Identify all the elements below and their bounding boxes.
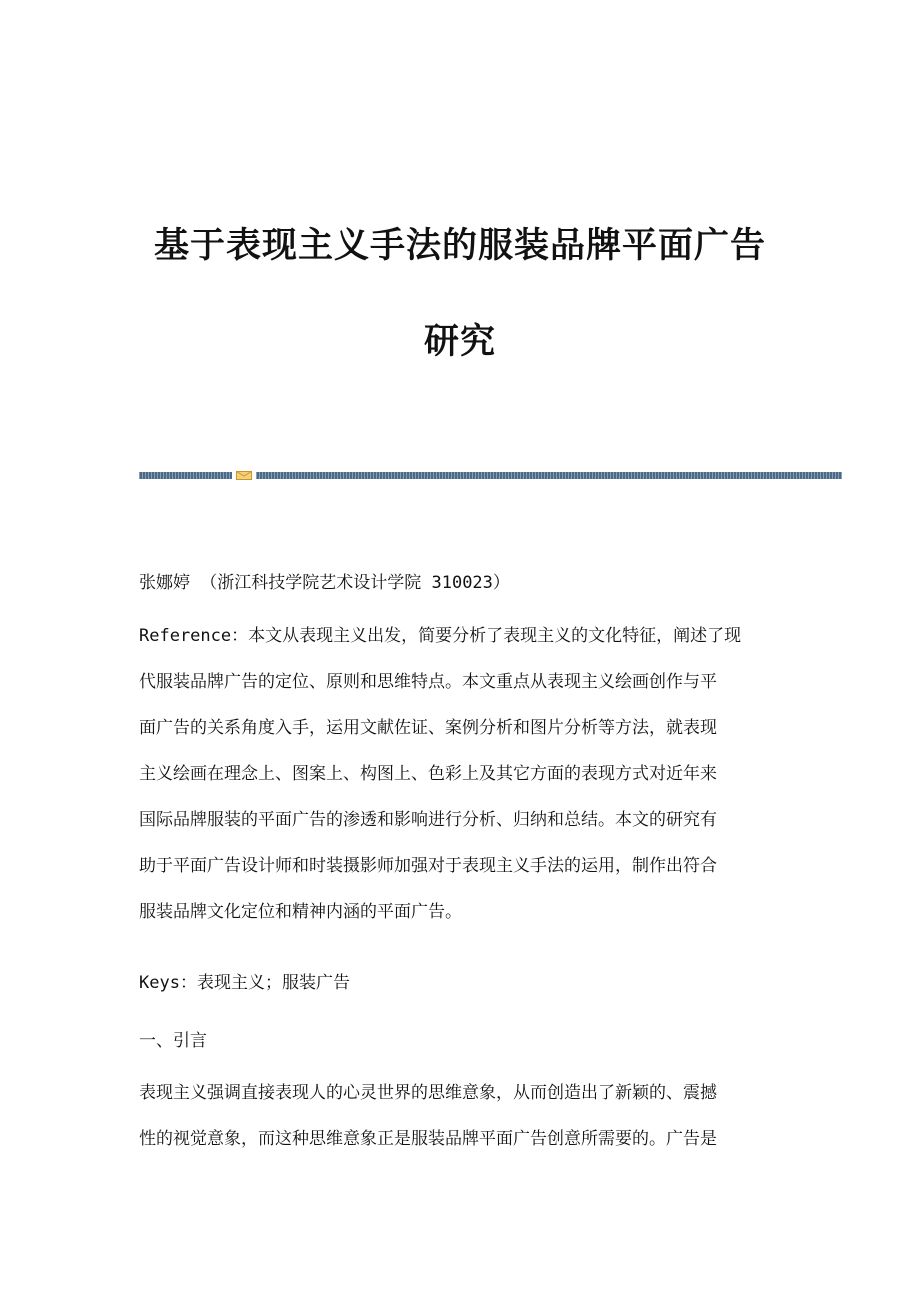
divider-bar-left	[139, 472, 232, 479]
title-line-1: 基于表现主义手法的服装品牌平面广告	[153, 225, 766, 266]
abstract	[139, 613, 779, 935]
envelope-icon	[236, 471, 252, 480]
divider-bar-right	[256, 472, 842, 479]
abstract-line: 服装品牌文化定位和精神内涵的平面广告。	[139, 902, 462, 922]
abstract-line: 面广告的关系角度入手，运用文献佐证、案例分析和图片分析等方法，就表现	[139, 718, 717, 738]
section-heading: 一、引言	[139, 1031, 207, 1051]
abstract-line: 国际品牌服装的平面广告的渗透和影响进行分析、归纳和总结。本文的研究有	[139, 810, 717, 830]
intro-line: 性的视觉意象，而这种思维意象正是服装品牌平面广告创意所需要的。广告是	[139, 1129, 717, 1149]
abstract-line: Reference：本文从表现主义出发，简要分析了表现主义的文化特征，阐述了现	[139, 626, 742, 646]
abstract-line: 主义绘画在理念上、图案上、构图上、色彩上及其它方面的表现方式对近年来	[139, 764, 717, 784]
abstract-line: 代服装品牌广告的定位、原则和思维特点。本文重点从表现主义绘画创作与平	[139, 672, 717, 692]
keywords: Keys：表现主义；服装广告	[139, 973, 350, 993]
intro-paragraph	[139, 1070, 779, 1162]
title-divider	[139, 471, 842, 480]
author-affiliation: （浙江科技学院艺术设计学院 310023）	[200, 573, 510, 593]
title-line-2: 研究	[423, 321, 496, 362]
intro-line: 表现主义强调直接表现人的心灵世界的思维意象，从而创造出了新颖的、震撼	[139, 1083, 717, 1103]
author-name: 张娜婷	[139, 573, 190, 593]
abstract-line: 助于平面广告设计师和时装摄影师加强对于表现主义手法的运用，制作出符合	[139, 856, 717, 876]
author-line	[139, 568, 779, 593]
